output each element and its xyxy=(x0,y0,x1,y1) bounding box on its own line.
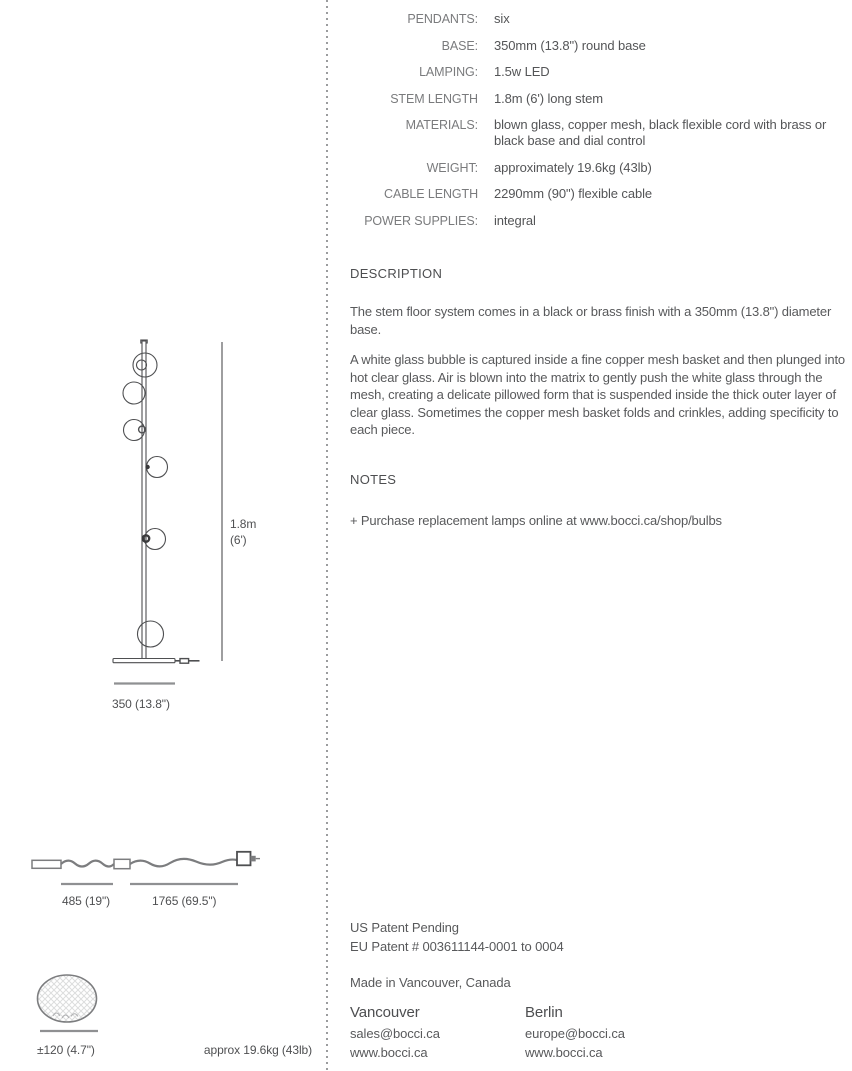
description-heading: DESCRIPTION xyxy=(350,266,443,281)
stem-height-label-line1: 1.8m xyxy=(230,517,257,531)
spec-label: BASE: xyxy=(441,38,478,53)
description-paragraph-2: A white glass bubble is captured inside a fine copper mesh basket and then plunged into hot clear glass. Air is blown into the matrix to gently push the white glass through the mesh, creating a delicate pillowed form that is suspended inside the thick outer layer of clear glass. Sometimes the copper mesh basket folds and crinkles, adding specificity to each piece. xyxy=(350,352,846,437)
spec-value: blown glass, copper mesh, black flexible cord with brass or black base and dial control xyxy=(494,117,827,148)
base-width-label: 350 (13.8") xyxy=(112,697,170,711)
patent-block xyxy=(350,919,564,956)
spec-label: LAMPING: xyxy=(419,65,478,79)
spec-row-lamping xyxy=(350,64,846,80)
pendant-sphere-6 xyxy=(138,621,164,647)
contact-city: Vancouver xyxy=(350,1004,420,1021)
spec-label: MATERIALS: xyxy=(405,118,478,132)
spec-label: STEM LENGTH xyxy=(390,91,478,106)
pendant-sphere-4-inner xyxy=(145,465,149,469)
pendant-sphere-3 xyxy=(124,420,145,441)
contact-web: www.bocci.ca xyxy=(350,1044,428,1060)
lamp-base xyxy=(113,659,175,663)
cable-drawing xyxy=(32,852,260,884)
weight-note-label: approx 19.6kg (43lb) xyxy=(203,1043,312,1057)
note-replacement-lamps: + Purchase replacement lamps online at www.bocci.ca/shop/bulbs xyxy=(350,513,722,528)
inline-dimmer-icon xyxy=(114,859,130,868)
spec-label: CABLE LENGTH xyxy=(384,187,478,201)
spec-label: PENDANTS: xyxy=(407,12,478,26)
pendant-bulb-drawing xyxy=(38,975,99,1031)
contact-berlin xyxy=(525,1002,625,1062)
spec-row-pendants xyxy=(350,11,846,27)
pendant-sphere-5 xyxy=(145,529,166,550)
cable-segment2-label: 1765 (69.5") xyxy=(152,894,217,908)
spec-row-base xyxy=(350,38,846,54)
made-in-line: Made in Vancouver, Canada xyxy=(350,975,511,990)
spec-label: POWER SUPPLIES: xyxy=(364,213,478,228)
notes-heading: NOTES xyxy=(350,472,397,487)
spec-row-power-supplies xyxy=(350,213,846,229)
spec-value: approximately 19.6kg (43lb) xyxy=(494,159,652,175)
stem-height-label-line2: (6') xyxy=(230,533,247,547)
spec-value: six xyxy=(494,11,510,26)
bulb-outline xyxy=(38,975,97,1022)
spec-row-materials xyxy=(350,117,846,149)
spec-row-stem-length xyxy=(350,91,846,107)
spec-table xyxy=(350,11,846,239)
spec-label: WEIGHT: xyxy=(426,160,478,175)
notes-section xyxy=(350,472,852,530)
power-plug-icon xyxy=(237,852,251,866)
spec-row-weight xyxy=(350,160,846,176)
spec-value: 2290mm (90") flexible cable xyxy=(494,186,652,201)
description-section xyxy=(350,266,852,439)
patent-line-eu: EU Patent # 003611144-0001 to 0004 xyxy=(350,938,564,954)
cable-segment1-label: 485 (19") xyxy=(62,894,111,908)
description-paragraph-1: The stem floor system comes in a black or brass finish with a 350mm (13.8") diameter base. xyxy=(350,304,832,337)
contact-city: Berlin xyxy=(525,1004,563,1021)
contact-vancouver xyxy=(350,1002,440,1062)
contact-web: www.bocci.ca xyxy=(525,1044,603,1060)
pendant-diameter-label: ±120 (4.7") xyxy=(37,1043,95,1057)
cord-connector-icon xyxy=(180,659,189,664)
plug-prong-stub xyxy=(251,856,256,862)
spec-value: integral xyxy=(494,212,536,228)
spec-row-cable-length xyxy=(350,186,846,202)
cable-wave-2 xyxy=(130,859,237,867)
patent-line-us: US Patent Pending xyxy=(350,920,459,935)
cable-connector-icon xyxy=(32,860,61,868)
spec-value: 1.8m (6') long stem xyxy=(494,90,603,106)
cable-wave-1 xyxy=(61,861,114,867)
contact-email: sales@bocci.ca xyxy=(350,1026,440,1041)
contact-email: europe@bocci.ca xyxy=(525,1026,625,1041)
floor-lamp-drawing xyxy=(113,340,222,663)
spec-value: 350mm (13.8") round base xyxy=(494,37,646,53)
spec-value: 1.5w LED xyxy=(494,64,550,79)
